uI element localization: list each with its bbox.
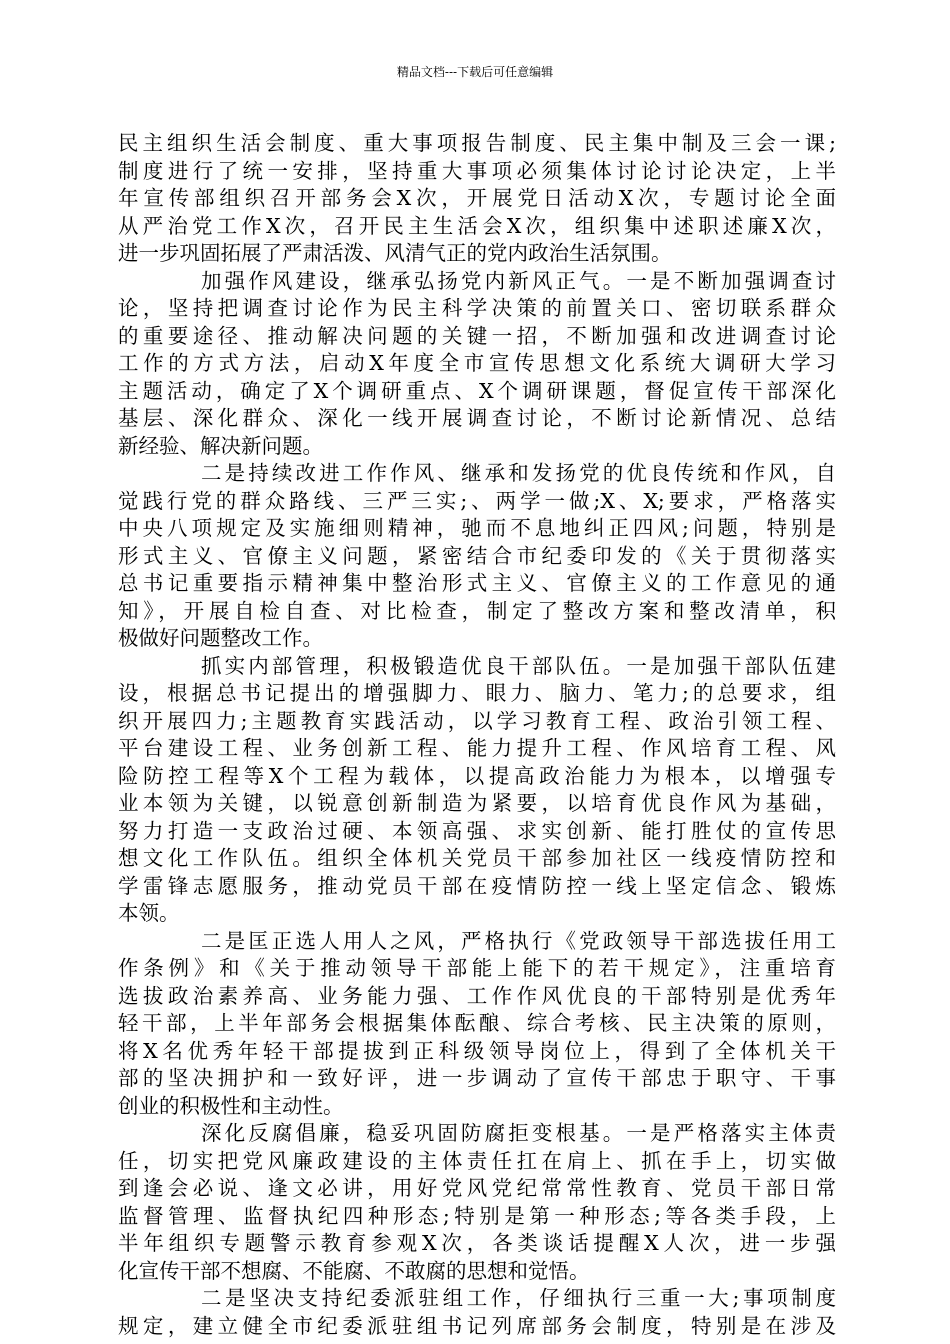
text-line: 到逢会必说、逢文必讲，用好党风党纪常常性教育、党员干部日常	[118, 1176, 836, 1200]
text-line: 创业的积极性和主动性。	[118, 1093, 344, 1118]
text-line: 作条例》和《关于推动领导干部能上能下的若干规定》，注重培育	[118, 956, 836, 980]
text-line: 论，坚持把调查讨论作为民主科学决策的前置关口、密切联系群众	[118, 296, 836, 320]
paragraph-first-line: 加强作风建设，继承弘扬党内新风正气。一是不断加强调查讨	[201, 268, 836, 293]
document-body	[118, 130, 836, 1340]
text-line: 监督管理、监督执纪四种形态;特别是第一种形态;等各类手段，上	[118, 1203, 836, 1228]
paragraph-first-line: 二是持续改进工作作风、继承和发扬党的优良传统和作风，自	[201, 461, 836, 485]
text-line: 规定，建立健全市纪委派驻组书记列席部务会制度，特别是在涉及	[118, 1313, 836, 1338]
text-line: 觉践行党的群众路线、三严三实;、两学一做;X、X;要求，严格落实	[118, 488, 836, 513]
text-line: 民主组织生活会制度、重大事项报告制度、民主集中制及三会一课;	[118, 131, 836, 155]
text-line: 半年组织专题警示教育参观X次，各类谈话提醒X人次，进一步强	[118, 1231, 836, 1255]
text-line: 轻干部，上半年部务会根据集体酝酿、综合考核、民主决策的原则，	[118, 1011, 836, 1035]
text-line: 设，根据总书记提出的增强脚力、眼力、脑力、笔力;的总要求，组	[118, 681, 836, 705]
page-header: 精品文档---下载后可任意编辑	[396, 65, 554, 79]
text-line: 险防控工程等X个工程为载体，以提高政治能力为根本，以增强专	[118, 763, 836, 788]
text-line: 学雷锋志愿服务，推动党员干部在疫情防控一线上坚定信念、锻炼	[118, 873, 836, 898]
text-line: 业本领为关键，以锐意创新制造为紧要，以培育优良作风为基础，	[118, 791, 836, 815]
text-line: 化宣传干部不想腐、不能腐、不敢腐的思想和觉悟。	[118, 1258, 590, 1283]
text-line: 中央八项规定及实施细则精神，驰而不息地纠正四风;问题，特别是	[118, 516, 836, 540]
text-line: 织开展四力;主题教育实践活动，以学习教育工程、政治引领工程、	[118, 708, 836, 733]
text-line: 知》，开展自检自查、对比检查，制定了整改方案和整改清单，积	[118, 598, 836, 623]
text-line: 将X名优秀年轻干部提拔到正科级领导岗位上，得到了全体机关干	[118, 1038, 836, 1063]
text-line: 选拔政治素养高、业务能力强、工作作风优良的干部特别是优秀年	[118, 983, 836, 1008]
text-line: 年宣传部组织召开部务会X次，开展党日活动X次，专题讨论全面	[118, 186, 836, 210]
text-line: 进一步巩固拓展了严肃活泼、风清气正的党内政治生活氛围。	[118, 241, 672, 265]
text-line: 基层、深化群众、深化一线开展调查讨论，不断讨论新情况、总结	[118, 406, 836, 430]
paragraph-first-line: 二是匡正选人用人之风，严格执行《党政领导干部选拔任用工	[201, 928, 836, 953]
text-line: 工作的方式方法，启动X年度全市宣传思想文化系统大调研大学习	[118, 351, 836, 375]
paragraph-first-line: 深化反腐倡廉，稳妥巩固防腐拒变根基。一是严格落实主体责	[201, 1121, 836, 1145]
text-line: 任，切实把党风廉政建设的主体责任扛在肩上、抓在手上，切实做	[118, 1148, 836, 1173]
text-line: 从严治党工作X次，召开民主生活会X次，组织集中述职述廉X次，	[118, 213, 836, 238]
text-line: 主题活动，确定了X个调研重点、X个调研课题，督促宣传干部深化	[118, 378, 836, 403]
text-line: 平台建设工程、业务创新工程、能力提升工程、作风培育工程、风	[118, 736, 836, 760]
text-line: 形式主义、官僚主义问题，紧密结合市纪委印发的《关于贯彻落实	[118, 543, 836, 568]
text-line: 制度进行了统一安排，坚持重大事项必须集体讨论讨论决定，上半	[118, 158, 836, 183]
text-line: 新经验、解决新问题。	[118, 433, 323, 458]
text-line: 总书记重要指示精神集中整治形式主义、官僚主义的工作意见的通	[118, 571, 836, 595]
text-line: 想文化工作队伍。组织全体机关党员干部参加社区一线疫情防控和	[118, 846, 836, 870]
text-line: 本领。	[118, 901, 180, 925]
text-line: 极做好问题整改工作。	[118, 626, 323, 650]
text-line: 部的坚决拥护和一致好评，进一步调动了宣传干部忠于职守、干事	[118, 1066, 836, 1090]
text-line: 努力打造一支政治过硬、本领高强、求实创新、能打胜仗的宣传思	[118, 818, 836, 843]
paragraph-first-line: 抓实内部管理，积极锻造优良干部队伍。一是加强干部队伍建	[201, 653, 836, 678]
paragraph-first-line: 二是坚决支持纪委派驻组工作，仔细执行三重一大;事项制度	[201, 1286, 836, 1310]
text-line: 的重要途径、推动解决问题的关键一招，不断加强和改进调查讨论	[118, 323, 836, 348]
